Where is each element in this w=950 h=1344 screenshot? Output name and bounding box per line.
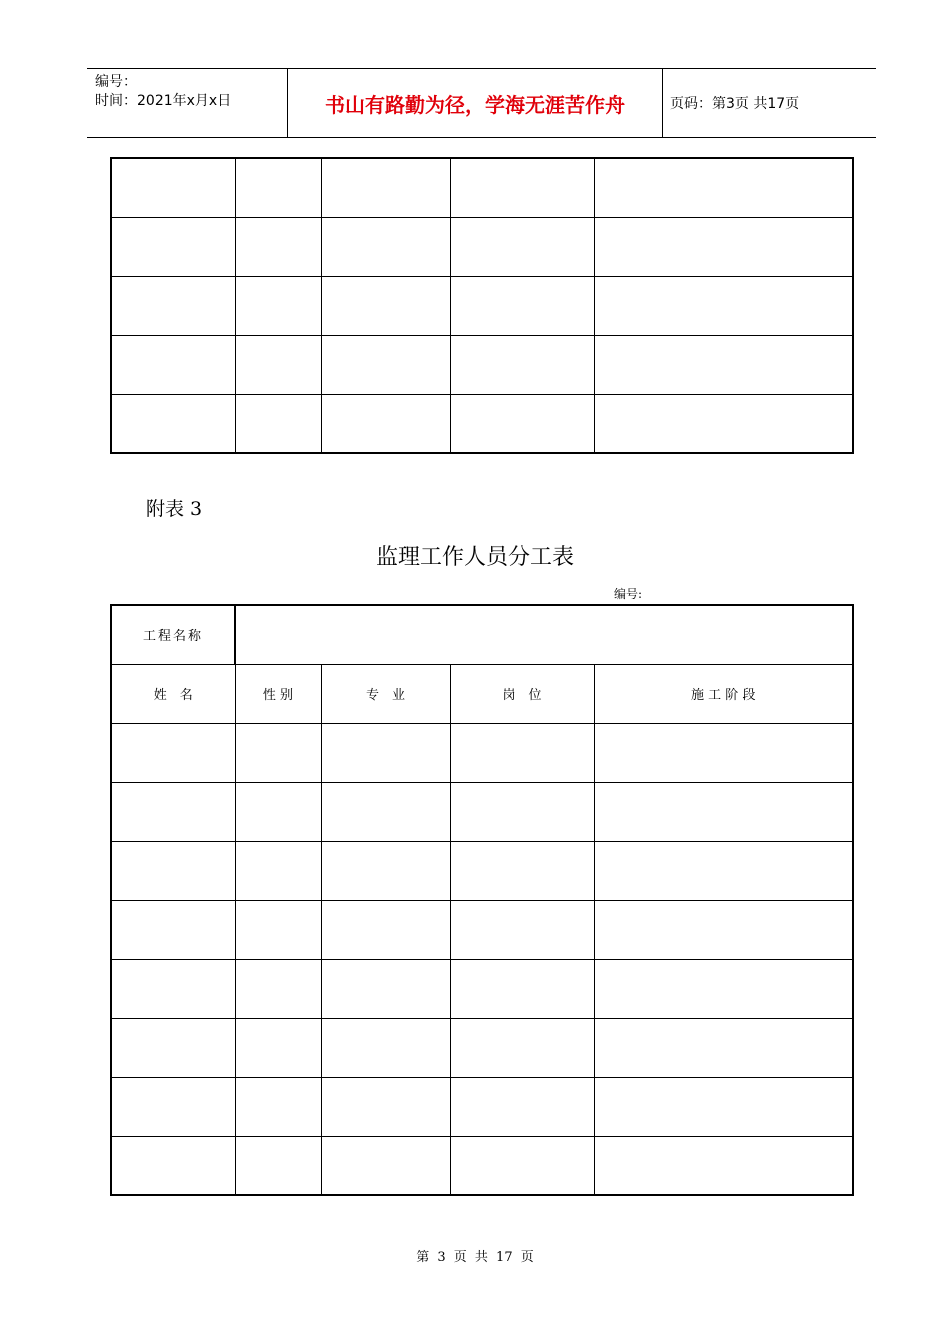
table-cell[interactable] [321, 782, 450, 841]
header-page-info: 页码：第3页 共17页 [670, 96, 800, 112]
page-footer: 第 3 页 共 17 页 [416, 1250, 534, 1265]
table-cell[interactable] [321, 276, 450, 335]
table-cell[interactable] [321, 723, 450, 782]
table-cell[interactable] [450, 1077, 594, 1136]
table-cell[interactable] [235, 959, 321, 1018]
table-cell[interactable] [594, 1077, 853, 1136]
table-cell[interactable] [111, 217, 235, 276]
column-header-row [111, 664, 853, 723]
appendix-label: 附表 3 [146, 498, 203, 520]
table-cell[interactable] [594, 841, 853, 900]
table-row [111, 900, 853, 959]
table-row [111, 335, 853, 394]
table-cell[interactable] [111, 959, 235, 1018]
table-cell[interactable] [450, 158, 594, 217]
table-cell[interactable] [450, 900, 594, 959]
header-time-label: 时间：2021年x月x日 [95, 93, 232, 109]
table-cell[interactable] [111, 1136, 235, 1195]
table-cell[interactable] [321, 1018, 450, 1077]
table-cell[interactable] [594, 782, 853, 841]
table-cell[interactable] [594, 158, 853, 217]
table-cell[interactable] [321, 335, 450, 394]
table-cell[interactable] [450, 1018, 594, 1077]
table-cell[interactable] [594, 335, 853, 394]
column-header-position: 岗 位 [450, 664, 594, 723]
staff-assignment-table [110, 604, 854, 1196]
table-cell[interactable] [235, 217, 321, 276]
table-cell[interactable] [450, 335, 594, 394]
table-cell[interactable] [450, 841, 594, 900]
table-row [111, 1136, 853, 1195]
table-cell[interactable] [111, 900, 235, 959]
document-title: 监理工作人员分工表 [375, 545, 574, 570]
table-row [111, 1077, 853, 1136]
table-cell[interactable] [594, 1136, 853, 1195]
column-header-gender: 性 别 [235, 664, 321, 723]
table-cell[interactable] [594, 723, 853, 782]
table-row [111, 158, 853, 217]
table-cell[interactable] [111, 394, 235, 453]
table-cell[interactable] [111, 841, 235, 900]
table-row [111, 276, 853, 335]
project-name-value[interactable] [235, 605, 853, 664]
table-cell[interactable] [594, 900, 853, 959]
header-meta [95, 73, 285, 111]
table-cell[interactable] [450, 723, 594, 782]
table-cell[interactable] [450, 217, 594, 276]
column-header-specialty: 专 业 [321, 664, 450, 723]
table-row [111, 959, 853, 1018]
project-name-row [111, 605, 853, 664]
table-cell[interactable] [450, 1136, 594, 1195]
table-cell[interactable] [594, 959, 853, 1018]
table-cell[interactable] [235, 782, 321, 841]
serial-number-label: 编号: [614, 587, 643, 601]
table-cell[interactable] [235, 900, 321, 959]
table-cell[interactable] [450, 959, 594, 1018]
table-cell[interactable] [321, 217, 450, 276]
table-cell[interactable] [450, 782, 594, 841]
table-cell[interactable] [321, 1077, 450, 1136]
column-header-construction-stage: 施 工 阶 段 [594, 664, 853, 723]
table-cell[interactable] [235, 276, 321, 335]
table-cell[interactable] [594, 1018, 853, 1077]
table-cell[interactable] [111, 276, 235, 335]
table-cell[interactable] [321, 959, 450, 1018]
table-cell[interactable] [235, 1018, 321, 1077]
table-row [111, 841, 853, 900]
table-cell[interactable] [235, 841, 321, 900]
column-header-name: 姓 名 [111, 664, 235, 723]
table-cell[interactable] [111, 1018, 235, 1077]
table-cell[interactable] [111, 782, 235, 841]
project-name-label: 工程名称 [111, 605, 235, 664]
table-cell[interactable] [321, 394, 450, 453]
table-cell[interactable] [111, 335, 235, 394]
table-cell[interactable] [111, 1077, 235, 1136]
table-row [111, 1018, 853, 1077]
continued-table [110, 157, 854, 454]
table-cell[interactable] [235, 1077, 321, 1136]
page-header [87, 68, 876, 138]
table-cell[interactable] [235, 723, 321, 782]
table-cell[interactable] [235, 394, 321, 453]
table-row [111, 723, 853, 782]
table-cell[interactable] [594, 276, 853, 335]
table-cell[interactable] [235, 158, 321, 217]
table-row [111, 394, 853, 453]
table-cell[interactable] [111, 723, 235, 782]
header-motto: 书山有路勤为径，学海无涯苦作舟 [287, 69, 663, 137]
table-row [111, 782, 853, 841]
table-cell[interactable] [450, 276, 594, 335]
table-cell[interactable] [235, 1136, 321, 1195]
table-row [111, 217, 853, 276]
header-serial-label: 编号： [95, 74, 137, 90]
table-cell[interactable] [235, 335, 321, 394]
table-cell[interactable] [111, 158, 235, 217]
table-cell[interactable] [321, 900, 450, 959]
table-cell[interactable] [321, 158, 450, 217]
table-cell[interactable] [321, 1136, 450, 1195]
table-cell[interactable] [450, 394, 594, 453]
table-cell[interactable] [594, 217, 853, 276]
table-cell[interactable] [321, 841, 450, 900]
table-cell[interactable] [594, 394, 853, 453]
